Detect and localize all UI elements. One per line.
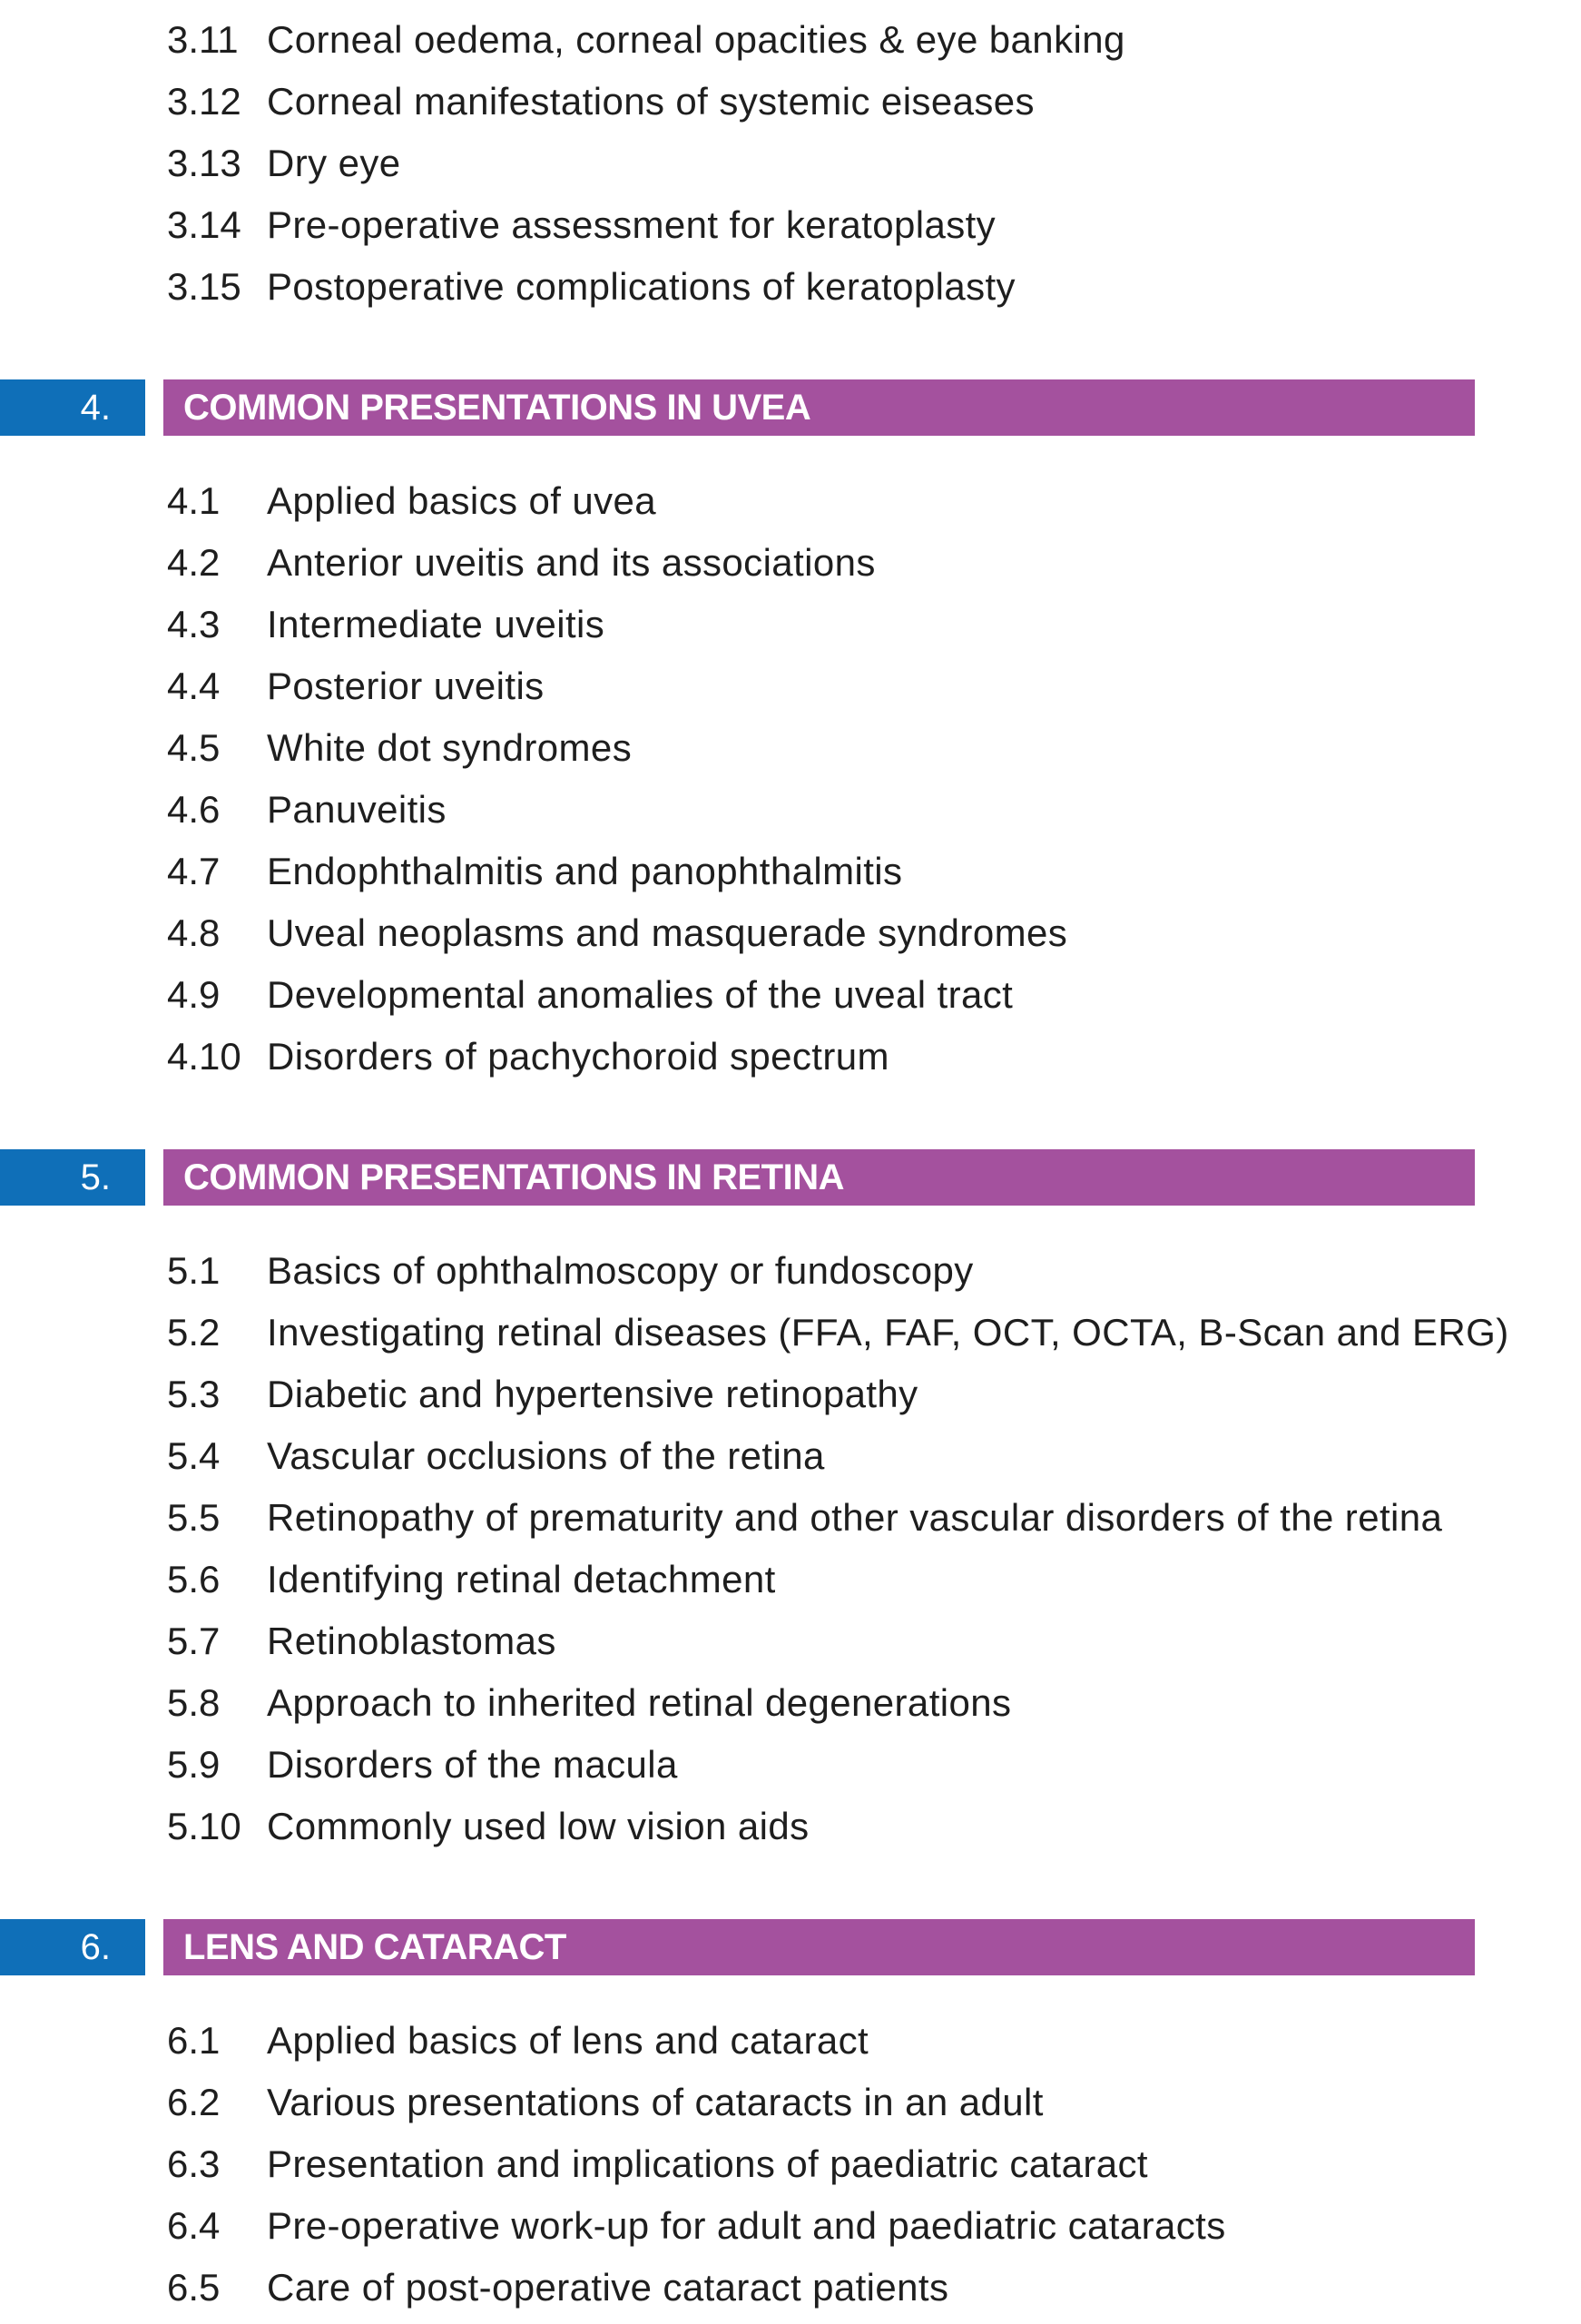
list-item [0,1549,1581,1610]
item-text: Basics of ophthalmoscopy or fundoscopy [267,1249,974,1292]
item-text: Applied basics of lens and cataract [267,2019,869,2062]
list-item [0,1487,1581,1549]
item-number: 4.1 [167,479,221,522]
item-number: 6.1 [167,2019,221,2062]
item-text: Care of post-operative cataract patients [267,2266,949,2309]
list-item [0,2133,1581,2195]
item-number: 5.1 [167,1249,221,1292]
section-6-item-list [0,2010,1581,2319]
list-item [0,1425,1581,1487]
list-item [0,1026,1581,1088]
item-number: 4.7 [167,850,221,892]
section-number: 4. [0,379,145,436]
item-text: Postoperative complications of keratoplasty [267,265,1016,308]
section-header-lens [0,1919,1581,1975]
item-text: Pre-operative assessment for keratoplasty [267,203,997,246]
item-number: 6.2 [167,2081,221,2123]
list-item [0,1610,1581,1672]
item-number: 6.3 [167,2142,221,2185]
item-number: 5.5 [167,1496,221,1539]
list-item [0,256,1581,318]
item-number: 4.5 [167,726,221,769]
item-text: Applied basics of uvea [267,479,657,522]
item-number: 4.6 [167,788,221,831]
item-number: 3.15 [167,265,241,308]
list-item [0,1734,1581,1796]
item-text: White dot syndromes [267,726,633,769]
item-text: Commonly used low vision aids [267,1805,810,1847]
item-number: 4.10 [167,1035,241,1078]
list-item [0,532,1581,594]
item-text: Retinoblastomas [267,1620,556,1662]
item-number: 5.3 [167,1373,221,1415]
item-number: 4.8 [167,911,221,954]
item-text: Vascular occlusions of the retina [267,1434,825,1477]
item-text: Corneal oedema, corneal opacities & eye banking [267,18,1125,61]
list-item [0,1302,1581,1364]
item-text: Retinopathy of prematurity and other vascular disorders of the retina [267,1496,1443,1539]
item-number: 5.6 [167,1558,221,1600]
item-text: Disorders of pachychoroid spectrum [267,1035,889,1078]
item-text: Various presentations of cataracts in an adult [267,2081,1044,2123]
section-title: COMMON PRESENTATIONS IN UVEA [163,379,1475,436]
list-item [0,71,1581,133]
item-number: 4.4 [167,665,221,707]
item-number: 5.8 [167,1681,221,1724]
item-number: 5.7 [167,1620,221,1662]
item-text: Anterior uveitis and its associations [267,541,876,584]
item-number: 6.5 [167,2266,221,2309]
item-text: Endophthalmitis and panophthalmitis [267,850,903,892]
list-item [0,470,1581,532]
item-text: Approach to inherited retinal degenerations [267,1681,1012,1724]
section-header-uvea [0,379,1581,436]
item-text: Uveal neoplasms and masquerade syndromes [267,911,1068,954]
item-number: 3.12 [167,80,241,123]
item-text: Identifying retinal detachment [267,1558,776,1600]
section-number: 5. [0,1149,145,1206]
item-number: 5.10 [167,1805,241,1847]
item-text: Diabetic and hypertensive retinopathy [267,1373,918,1415]
item-number: 3.11 [167,18,239,61]
list-item [0,9,1581,71]
item-number: 4.2 [167,541,221,584]
list-item [0,779,1581,841]
section-number: 6. [0,1919,145,1975]
list-item [0,2072,1581,2133]
section-title: LENS AND CATARACT [163,1919,1475,1975]
item-text: Panuveitis [267,788,447,831]
item-text: Presentation and implications of paediatric cataract [267,2142,1148,2185]
item-number: 4.9 [167,973,221,1016]
list-item [0,1672,1581,1734]
list-item [0,1796,1581,1857]
item-text: Posterior uveitis [267,665,545,707]
list-item [0,902,1581,964]
item-text: Intermediate uveitis [267,603,605,645]
item-number: 5.4 [167,1434,221,1477]
section-5-item-list [0,1240,1581,1857]
list-item [0,2195,1581,2257]
section-header-retina [0,1149,1581,1206]
section-4-item-list [0,470,1581,1088]
item-number: 4.3 [167,603,221,645]
item-number: 5.9 [167,1743,221,1786]
list-item [0,1364,1581,1425]
list-item [0,1240,1581,1302]
list-item [0,964,1581,1026]
list-item [0,841,1581,902]
list-item [0,594,1581,655]
section-3-item-list [0,9,1581,318]
item-text: Pre-operative work-up for adult and paediatric cataracts [267,2204,1226,2247]
list-item [0,194,1581,256]
list-item [0,717,1581,779]
item-text: Investigating retinal diseases (FFA, FAF, OCT, OCTA, B-Scan and ERG) [267,1311,1509,1354]
section-title: COMMON PRESENTATIONS IN RETINA [163,1149,1475,1206]
item-text: Disorders of the macula [267,1743,678,1786]
item-number: 3.14 [167,203,241,246]
list-item [0,655,1581,717]
list-item [0,2257,1581,2319]
item-number: 5.2 [167,1311,221,1354]
item-text: Corneal manifestations of systemic eiseases [267,80,1035,123]
list-item [0,2010,1581,2072]
item-number: 6.4 [167,2204,221,2247]
item-text: Dry eye [267,142,401,184]
item-number: 3.13 [167,142,241,184]
item-text: Developmental anomalies of the uveal tract [267,973,1014,1016]
list-item [0,133,1581,194]
